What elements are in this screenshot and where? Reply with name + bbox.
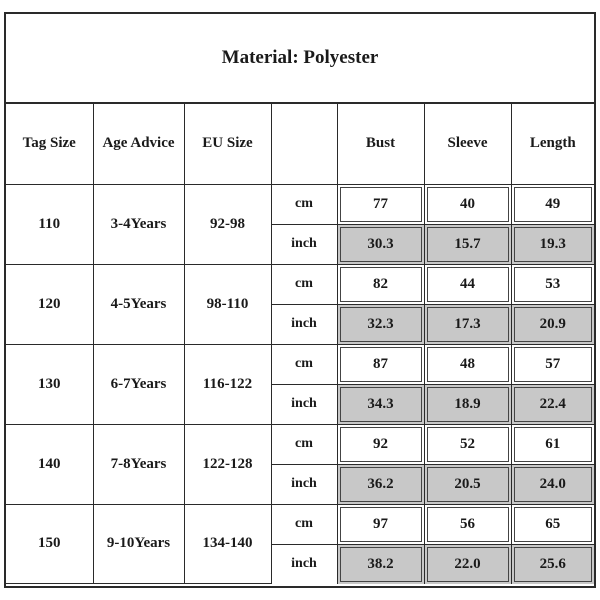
sleeve-inch-value: 18.9 (427, 387, 509, 422)
bust-inch-value: 30.3 (340, 227, 422, 262)
bust-inch-value: 34.3 (340, 387, 422, 422)
length-inch-cell (511, 464, 594, 504)
sleeve-inch-cell (424, 304, 511, 344)
header-eu-size: EU Size (184, 104, 271, 184)
bust-inch-value: 36.2 (340, 467, 422, 502)
header-row (6, 104, 594, 184)
sleeve-cm-value: 52 (427, 427, 509, 462)
size-table (6, 104, 594, 584)
bust-cm-cell (337, 264, 424, 304)
unit-cm-cell: cm (271, 184, 337, 224)
length-inch-value: 20.9 (514, 307, 593, 342)
bust-cm-cell (337, 424, 424, 464)
bust-cm-cell (337, 344, 424, 384)
sleeve-inch-value: 20.5 (427, 467, 509, 502)
length-inch-value: 22.4 (514, 387, 593, 422)
tag-size-cell: 110 (6, 184, 93, 264)
sleeve-cm-value: 40 (427, 187, 509, 222)
tag-size-cell: 120 (6, 264, 93, 344)
bust-inch-cell (337, 304, 424, 344)
header-unit (271, 104, 337, 184)
length-inch-value: 19.3 (514, 227, 593, 262)
bust-inch-cell (337, 464, 424, 504)
sleeve-cm-value: 48 (427, 347, 509, 382)
tag-size-cell: 150 (6, 504, 93, 584)
sleeve-cm-value: 44 (427, 267, 509, 302)
sleeve-inch-cell (424, 544, 511, 584)
sleeve-cm-value: 56 (427, 507, 509, 542)
sleeve-inch-cell (424, 384, 511, 424)
age-advice-cell: 7-8Years (93, 424, 184, 504)
bust-cm-value: 92 (340, 427, 422, 462)
table-row (6, 504, 594, 544)
unit-cm-cell: cm (271, 504, 337, 544)
unit-cm-cell: cm (271, 424, 337, 464)
length-inch-value: 24.0 (514, 467, 593, 502)
bust-inch-cell (337, 544, 424, 584)
sleeve-cm-cell (424, 264, 511, 304)
sleeve-cm-cell (424, 344, 511, 384)
bust-cm-cell (337, 504, 424, 544)
length-cm-cell (511, 184, 594, 224)
age-advice-cell: 6-7Years (93, 344, 184, 424)
eu-size-cell: 116-122 (184, 344, 271, 424)
bust-inch-cell (337, 384, 424, 424)
sleeve-cm-cell (424, 424, 511, 464)
sleeve-cm-cell (424, 184, 511, 224)
eu-size-cell: 134-140 (184, 504, 271, 584)
age-advice-cell: 4-5Years (93, 264, 184, 344)
sleeve-inch-cell (424, 224, 511, 264)
length-cm-cell (511, 424, 594, 464)
sleeve-inch-value: 22.0 (427, 547, 509, 582)
bust-cm-value: 97 (340, 507, 422, 542)
unit-inch-cell: inch (271, 384, 337, 424)
eu-size-cell: 122-128 (184, 424, 271, 504)
unit-inch-cell: inch (271, 544, 337, 584)
length-cm-cell (511, 504, 594, 544)
length-inch-cell (511, 304, 594, 344)
table-row (6, 184, 594, 224)
tag-size-cell: 130 (6, 344, 93, 424)
header-bust: Bust (337, 104, 424, 184)
sleeve-inch-cell (424, 464, 511, 504)
header-tag-size: Tag Size (6, 104, 93, 184)
age-advice-cell: 9-10Years (93, 504, 184, 584)
bust-inch-value: 32.3 (340, 307, 422, 342)
length-inch-value: 25.6 (514, 547, 593, 582)
sleeve-inch-value: 17.3 (427, 307, 509, 342)
unit-cm-cell: cm (271, 344, 337, 384)
length-inch-cell (511, 544, 594, 584)
eu-size-cell: 98-110 (184, 264, 271, 344)
chart-title: Material: Polyester (6, 14, 594, 104)
bust-inch-value: 38.2 (340, 547, 422, 582)
length-cm-value: 57 (514, 347, 593, 382)
unit-inch-cell: inch (271, 464, 337, 504)
bust-cm-cell (337, 184, 424, 224)
tag-size-cell: 140 (6, 424, 93, 504)
length-cm-value: 49 (514, 187, 593, 222)
bust-cm-value: 77 (340, 187, 422, 222)
length-cm-cell (511, 344, 594, 384)
header-length: Length (511, 104, 594, 184)
bust-inch-cell (337, 224, 424, 264)
table-row (6, 424, 594, 464)
length-cm-cell (511, 264, 594, 304)
size-chart (4, 12, 596, 588)
sleeve-inch-value: 15.7 (427, 227, 509, 262)
length-inch-cell (511, 224, 594, 264)
bust-cm-value: 82 (340, 267, 422, 302)
age-advice-cell: 3-4Years (93, 184, 184, 264)
length-inch-cell (511, 384, 594, 424)
unit-inch-cell: inch (271, 304, 337, 344)
table-row (6, 344, 594, 384)
table-row (6, 264, 594, 304)
length-cm-value: 53 (514, 267, 593, 302)
length-cm-value: 61 (514, 427, 593, 462)
eu-size-cell: 92-98 (184, 184, 271, 264)
header-age-advice: Age Advice (93, 104, 184, 184)
bust-cm-value: 87 (340, 347, 422, 382)
header-sleeve: Sleeve (424, 104, 511, 184)
length-cm-value: 65 (514, 507, 593, 542)
sleeve-cm-cell (424, 504, 511, 544)
unit-inch-cell: inch (271, 224, 337, 264)
unit-cm-cell: cm (271, 264, 337, 304)
